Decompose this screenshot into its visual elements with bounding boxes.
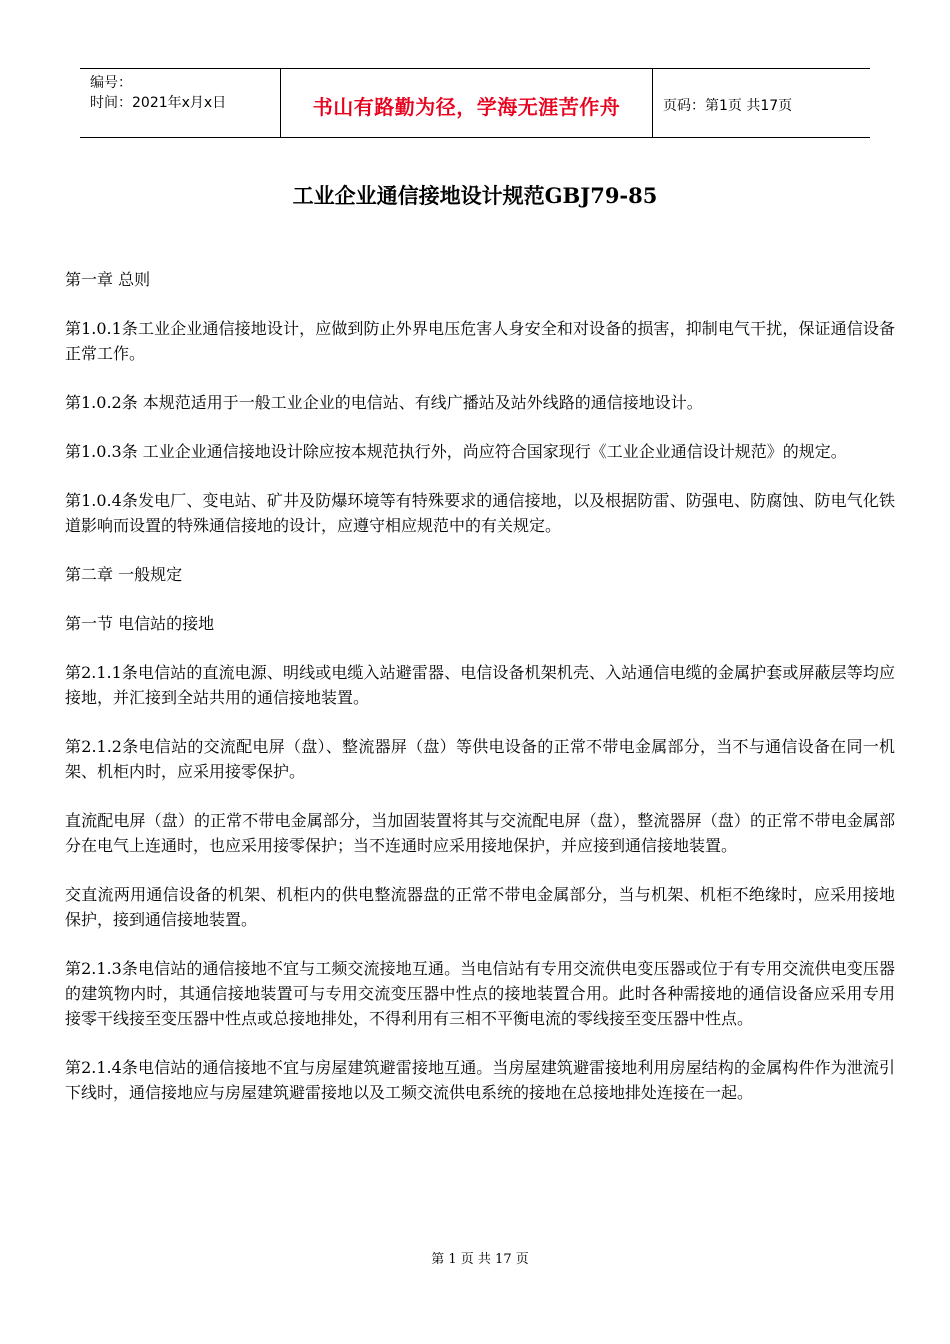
page-footer: 第 1 页 共 17 页	[431, 1252, 529, 1267]
header-meta	[80, 69, 281, 137]
document-time: 时间：2021年x月x日	[90, 95, 227, 111]
article-paragraph: 直流配电屏（盘）的正常不带电金属部分，当加固装置将其与交流配电屏（盘），整流器屏（盘）的正常不带电金属部分在电气上连通时，也应采用接零保护；当不连通时应采用接地保护，并应接到通信接地装置。	[65, 811, 895, 855]
article-paragraph: 第2.1.3条电信站的通信接地不宜与工频交流接地互通。当电信站有专用交流供电变压器或位于有专用交流供电变压器的建筑物内时，其通信接地装置可与专用交流变压器中性点的接地装置合用。此时各种需接地的通信设备应采用专用接零干线接至变压器中性点或总接地排处，不得利用有三相不平衡电流的零线接至变压器中性点。	[65, 959, 895, 1028]
article-paragraph: 交直流两用通信设备的机架、机柜内的供电整流器盘的正常不带电金属部分，当与机架、机柜不绝缘时，应采用接地保护，接到通信接地装置。	[65, 885, 895, 929]
article-paragraph: 第2.1.4条电信站的通信接地不宜与房屋建筑避雷接地互通。当房屋建筑避雷接地利用房屋结构的金属构件作为泄流引下线时，通信接地应与房屋建筑避雷接地以及工频交流供电系统的接地在总接地排处连接在一起。	[65, 1058, 895, 1102]
document-title: 工业企业通信接地设计规范GBJ79-85	[292, 183, 658, 208]
article-paragraph: 第1.0.3条 工业企业通信接地设计除应按本规范执行外，尚应符合国家现行《工业企业通信设计规范》的规定。	[65, 442, 847, 461]
article-paragraph: 第1.0.2条 本规范适用于一般工业企业的电信站、有线广播站及站外线路的通信接地设计。	[65, 393, 703, 412]
document-number: 编号：	[90, 75, 132, 91]
article-paragraph: 第1.0.4条发电厂、变电站、矿井及防爆环境等有特殊要求的通信接地，以及根据防雷、防强电、防腐蚀、防电气化铁道影响而设置的特殊通信接地的设计，应遵守相应规范中的有关规定。	[65, 491, 895, 535]
chapter-heading: 第二章 一般规定	[65, 565, 183, 584]
header-motto: 书山有路勤为径，学海无涯苦作舟	[281, 69, 653, 137]
document-body	[65, 267, 895, 1129]
section-heading: 第一节 电信站的接地	[65, 614, 215, 633]
header-page-info: 页码：第1页 共17页	[663, 98, 793, 114]
article-paragraph: 第2.1.1条电信站的直流电源、明线或电缆入站避雷器、电信设备机架机壳、入站通信电缆的金属护套或屏蔽层等均应接地，并汇接到全站共用的通信接地装置。	[65, 663, 895, 707]
article-paragraph: 第1.0.1条工业企业通信接地设计，应做到防止外界电压危害人身安全和对设备的损害，抑制电气干扰，保证通信设备正常工作。	[65, 319, 895, 363]
article-paragraph: 第2.1.2条电信站的交流配电屏（盘）、整流器屏（盘）等供电设备的正常不带电金属部分，当不与通信设备在同一机架、机柜内时，应采用接零保护。	[65, 737, 895, 781]
chapter-heading: 第一章 总则	[65, 270, 151, 289]
page-header	[80, 68, 870, 138]
